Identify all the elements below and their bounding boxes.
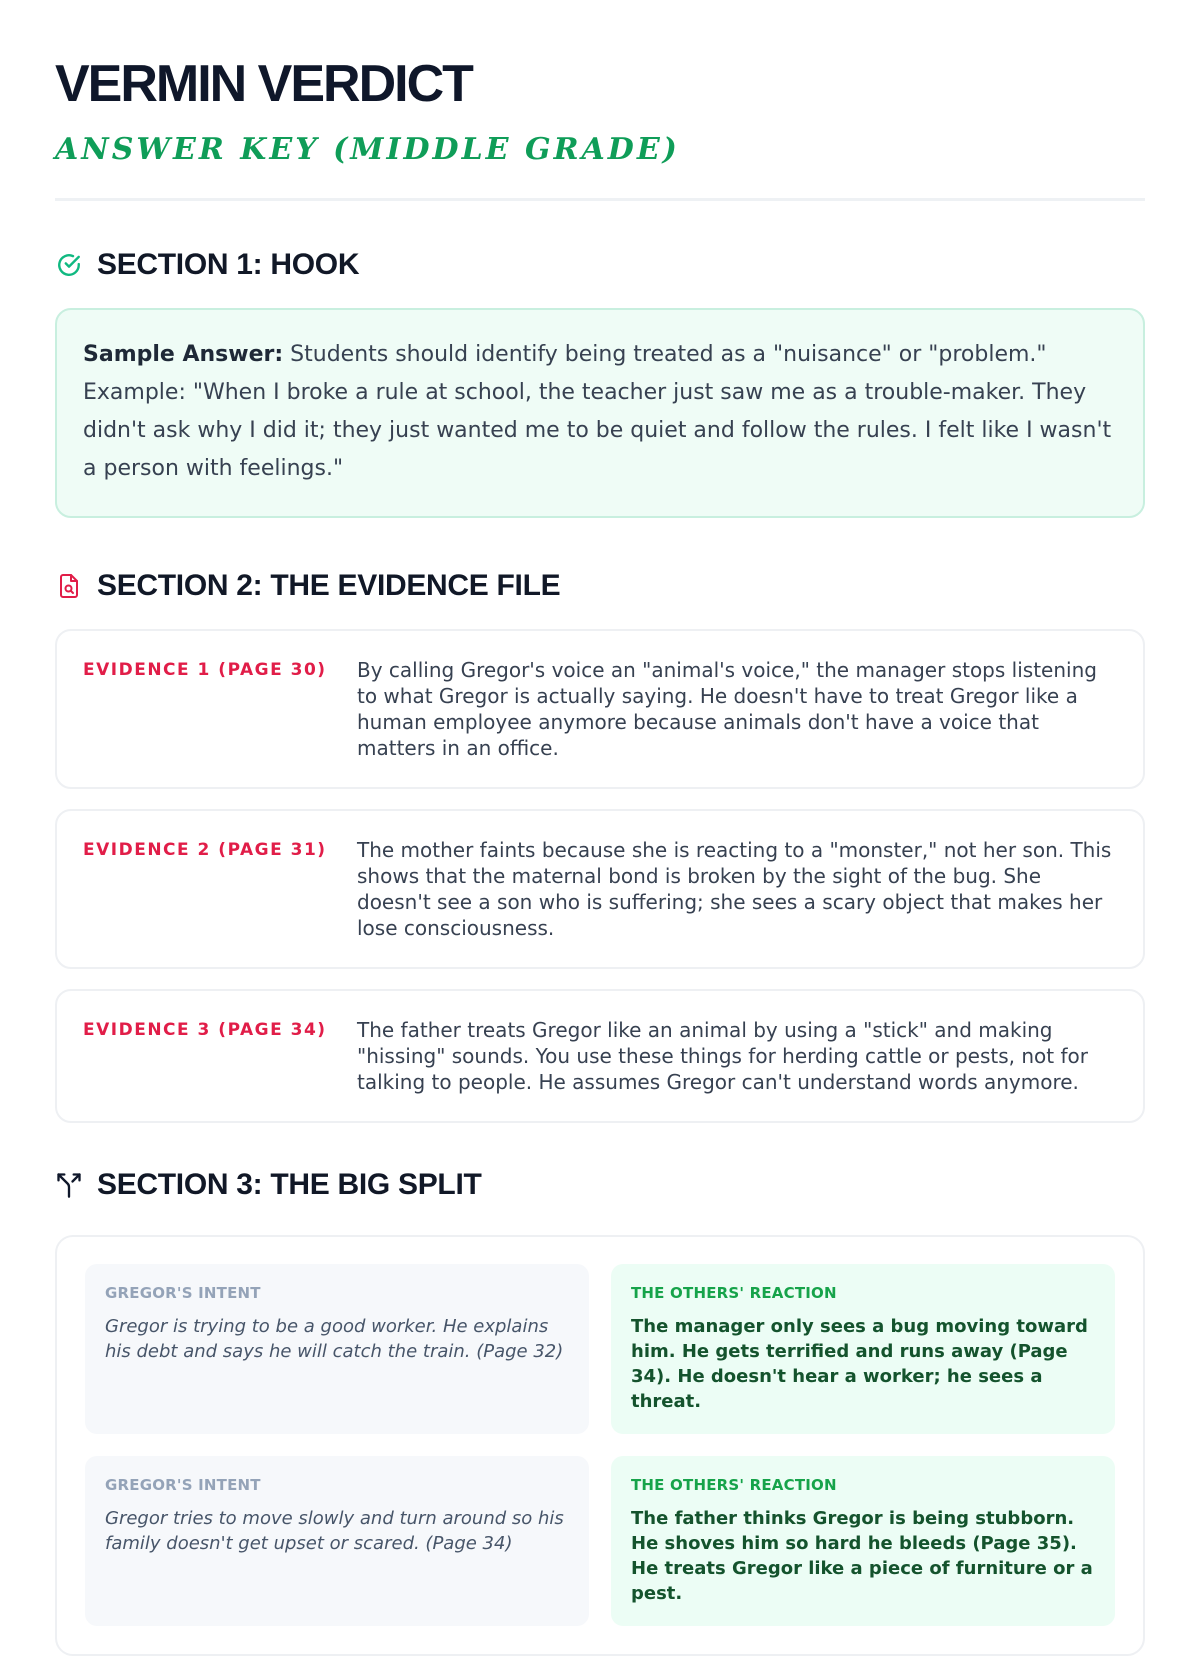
intent-text: Gregor tries to move slowly and turn around so his family doesn't get upset or scared. (Page 34) (105, 1508, 564, 1554)
reaction-label: THE OTHERS' REACTION (631, 1476, 837, 1494)
intent-cell (85, 1456, 589, 1626)
evidence-card (55, 809, 1145, 969)
reaction-text: The manager only sees a bug moving toward him. He gets terrified and runs away (Page 34). He doesn't hear a worker; he sees a threat. (631, 1316, 1088, 1412)
intent-text: Gregor is trying to be a good worker. He explains his debt and says he will catch the train. (Page 32) (105, 1316, 564, 1362)
reaction-text: The father thinks Gregor is being stubborn. He shoves him so hard he bleeds (Page 35). He treats Gregor like a piece of furniture or a pest. (631, 1508, 1093, 1604)
sample-answer-box (55, 308, 1145, 518)
check-circle-icon (55, 251, 83, 279)
evidence-label: EVIDENCE 2 (PAGE 31) (83, 840, 327, 860)
page-subtitle: ANSWER KEY (MIDDLE GRADE) (55, 132, 680, 167)
reaction-cell (611, 1456, 1115, 1626)
section3-header (55, 1165, 1145, 1205)
reaction-label: THE OTHERS' REACTION (631, 1284, 837, 1302)
evidence-text: The father treats Gregor like an animal by using a "stick" and making "hissing" sounds. You use these things for herding cattle or pests, not for talking to people. He assumes Gregor can't understand words anymore. (357, 1018, 1088, 1094)
evidence-text: By calling Gregor's voice an "animal's voice," the manager stops listening to what Gregor is actually saying. He doesn't have to treat Gregor like a human employee anymore because animals don't have a voice that matters in an office. (357, 658, 1097, 760)
evidence-label: EVIDENCE 3 (PAGE 34) (83, 1020, 327, 1040)
evidence-label: EVIDENCE 1 (PAGE 30) (83, 660, 327, 680)
section2-heading: SECTION 2: THE EVIDENCE FILE (97, 569, 561, 602)
intent-label: GREGOR'S INTENT (105, 1476, 261, 1494)
section1-header (55, 245, 1145, 285)
section3-heading: SECTION 3: THE BIG SPLIT (97, 1168, 482, 1201)
page-title: VERMIN VERDICT (55, 55, 472, 113)
intent-label: GREGOR'S INTENT (105, 1284, 261, 1302)
evidence-list (55, 629, 1145, 1123)
evidence-card (55, 989, 1145, 1123)
split-arrow-icon (55, 1171, 83, 1199)
evidence-card (55, 629, 1145, 789)
header-divider (55, 198, 1145, 201)
section2-header (55, 566, 1145, 606)
sample-answer-label: Sample Answer: (83, 342, 284, 367)
reaction-cell (611, 1264, 1115, 1434)
sample-answer-text: Students should identify being treated as a "nuisance" or "problem." Example: "When I broke a rule at school, the teacher just saw me as a trouble-maker. They didn't ask why I did it; they just wanted me to be quiet and follow the rules. I felt like I wasn't a person with feelings." (83, 342, 1112, 481)
section1-heading: SECTION 1: HOOK (97, 248, 360, 281)
file-search-icon (55, 572, 83, 600)
evidence-text: The mother faints because she is reacting to a "monster," not her son. This shows that the maternal bond is broken by the sight of the bug. She doesn't see a son who is suffering; she sees a scary object that makes her lose consciousness. (357, 838, 1112, 940)
big-split-grid (55, 1235, 1145, 1656)
intent-cell (85, 1264, 589, 1434)
